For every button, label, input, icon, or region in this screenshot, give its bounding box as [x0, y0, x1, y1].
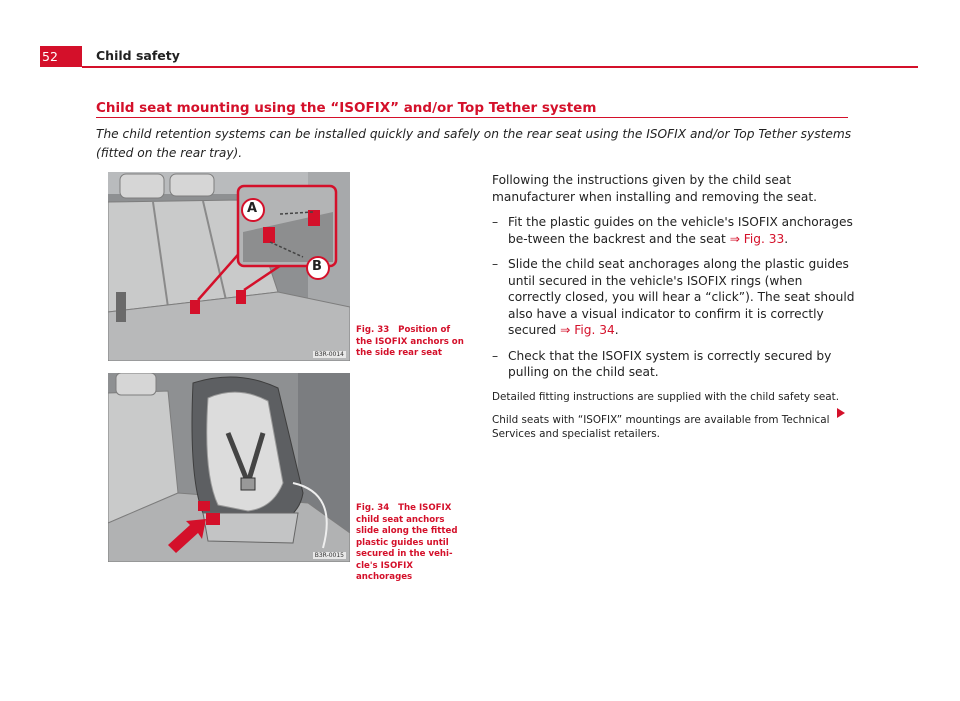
figure-33-image — [108, 172, 350, 361]
label-a: A — [247, 201, 258, 216]
header-divider — [82, 66, 918, 68]
step-dash: – — [492, 215, 499, 229]
instructions-column — [492, 172, 857, 450]
note-availability: Child seats with “ISOFIX” mountings are available from Technical Services and specialist retailers. — [492, 413, 830, 440]
figure-33-text: Position of the ISOFIX anchors on the side rear seat — [356, 325, 464, 358]
lead-paragraph: Following the instructions given by the child seat manufacturer when installing and removing the seat. — [492, 173, 818, 204]
step-text: Check that the ISOFIX system is correctly secured by pulling on the child seat. — [508, 348, 832, 379]
figure-33-tag: B3R-0014 — [314, 351, 344, 358]
figure-34-tag: B3R-0015 — [314, 552, 344, 559]
step-end: . — [614, 323, 619, 337]
step-item — [492, 214, 857, 247]
step-text: Fit the plastic guides on the vehicle's ISOFIX anchorages be-tween the backrest and the seat — [508, 215, 853, 246]
step-item — [492, 348, 857, 381]
chapter-title: Child safety — [96, 48, 180, 63]
step-item — [492, 256, 857, 339]
figure-link[interactable]: ⇒ Fig. 33 — [729, 231, 785, 246]
figure-33-caption — [356, 325, 466, 360]
intro-text: The child retention systems can be installed quickly and safely on the rear seat using the ISOFIX and/or Top Tether systems (fitted on the rear tray). — [96, 127, 852, 160]
figure-link[interactable]: ⇒ Fig. 34 — [560, 323, 615, 337]
page-number: 52 — [40, 46, 82, 67]
step-dash: – — [492, 348, 499, 363]
step-text: Slide the child seat anchorages along the plastic guides until secured in the vehicle's ISOFIX rings (when correctly closed, you will hear a “click”). The seat should also have a visual indicator to confirm it is correctly secured — [508, 257, 855, 337]
continue-arrow-icon — [837, 408, 845, 418]
figure-33-number: Fig. 33 — [356, 325, 390, 335]
step-dash: – — [492, 257, 499, 271]
label-b: B — [312, 259, 322, 274]
note-fitting: Detailed fitting instructions are supplied with the child safety seat. — [492, 390, 840, 403]
figure-34-image — [108, 373, 350, 562]
step-end: . — [784, 231, 789, 246]
figure-34-caption — [356, 503, 466, 584]
section-divider — [96, 117, 848, 118]
section-title: Child seat mounting using the “ISOFIX” and/or Top Tether system — [96, 100, 597, 116]
figure-34-text: The ISOFIX child seat anchors slide along the fitted plastic guides until secured in the vehi-cle's ISOFIX anchorages — [356, 503, 458, 582]
figure-34-number: Fig. 34 — [356, 503, 390, 513]
